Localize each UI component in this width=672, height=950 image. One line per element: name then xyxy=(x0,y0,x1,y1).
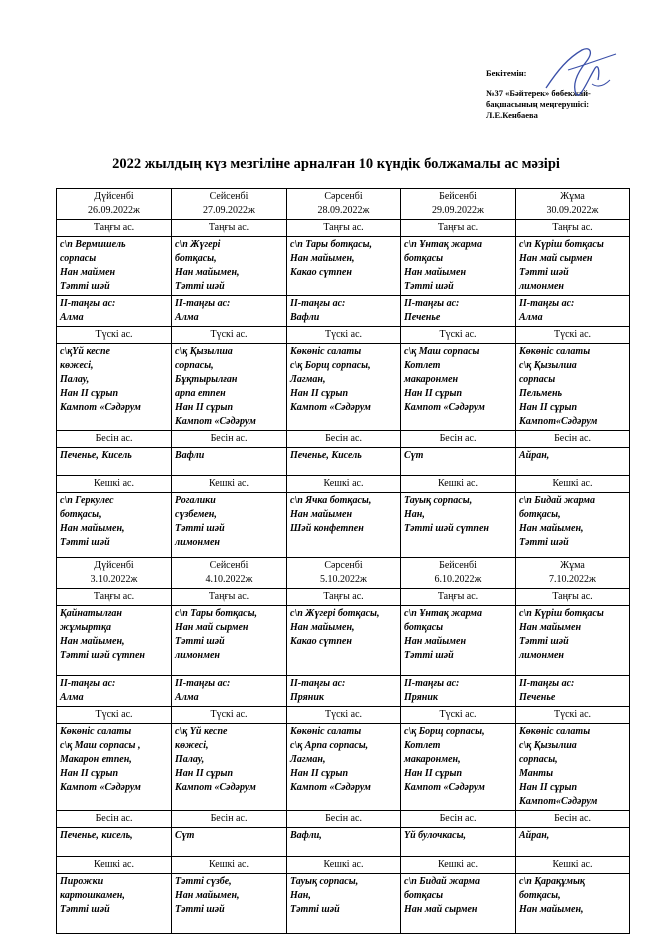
menu-line: Нан ІІ сұрып xyxy=(404,768,463,779)
day-name: Жұма xyxy=(560,560,585,571)
menu-line: Нан майымен xyxy=(404,636,467,647)
day-date: 27.09.2022ж xyxy=(203,205,255,216)
breakfast-label: Таңғы ас. xyxy=(287,220,401,237)
lunch-cell xyxy=(172,724,287,811)
menu-line: Көкөніс салаты xyxy=(290,726,362,737)
menu-line: Котлет xyxy=(404,740,441,751)
menu-line: Нан майымен, xyxy=(519,523,584,534)
menu-line: сорпасы, xyxy=(175,360,214,371)
menu-line: Нан, xyxy=(404,509,425,520)
menu-line: Нан ІІ сұрып xyxy=(60,388,119,399)
dinner-label: Кешкі ас. xyxy=(401,476,516,493)
breakfast-label: Таңғы ас. xyxy=(287,589,401,606)
dinner-label-row xyxy=(57,476,630,493)
menu-line: ботқасы, xyxy=(60,509,102,520)
menu-table xyxy=(56,188,630,934)
menu-line: Кампот «Сәдәрум xyxy=(175,782,256,793)
menu-line: Нан май сырмен xyxy=(404,904,478,915)
day-header-cell xyxy=(57,558,172,589)
menu-line: ботқасы, xyxy=(519,509,561,520)
menu-line: ботқасы xyxy=(404,622,444,633)
dinner-cell xyxy=(287,493,401,558)
day-header-cell xyxy=(516,558,630,589)
day-header-cell xyxy=(401,558,516,589)
day-header-cell xyxy=(401,189,516,220)
breakfast-label: Таңғы ас. xyxy=(172,589,287,606)
dinner-cell xyxy=(516,874,630,934)
second-breakfast-item: Вафли xyxy=(290,312,320,323)
menu-line: с\п Бидай жарма xyxy=(519,495,595,506)
menu-line: Нан май сырмен xyxy=(175,622,249,633)
lunch-label-row xyxy=(57,707,630,724)
page-title: 2022 жылдың күз мезгіліне арналған 10 күндік болжамалы ас мәзірі xyxy=(112,156,560,172)
breakfast-cell xyxy=(516,606,630,676)
breakfast-label: Таңғы ас. xyxy=(516,589,630,606)
second-breakfast-cell xyxy=(516,296,630,327)
day-header-cell xyxy=(516,189,630,220)
menu-line: Нан майымен xyxy=(290,509,353,520)
breakfast-cell xyxy=(401,606,516,676)
breakfast-cell xyxy=(287,237,401,296)
day-name: Сейсенбі xyxy=(209,560,249,571)
second-breakfast-label: ІІ-таңғы ас: xyxy=(175,298,231,309)
menu-line: Тауық сорпасы, xyxy=(290,876,359,887)
second-breakfast-row xyxy=(57,676,630,707)
afternoon-label: Бесін ас. xyxy=(57,811,172,828)
menu-line: лимонмен xyxy=(519,281,564,292)
lunch-cell xyxy=(401,724,516,811)
menu-line: ботқасы xyxy=(404,890,444,901)
lunch-row xyxy=(57,344,630,431)
breakfast-cell xyxy=(172,237,287,296)
lunch-cell xyxy=(287,724,401,811)
lunch-label: Түскі ас. xyxy=(287,327,401,344)
day-header-cell xyxy=(172,558,287,589)
day-header-row xyxy=(57,558,630,589)
day-date: 28.09.2022ж xyxy=(317,205,370,216)
menu-line: Кампот «Сәдәрум xyxy=(404,782,485,793)
menu-line: Нан майымен, xyxy=(175,267,240,278)
menu-line: Нан ІІ сұрып xyxy=(519,782,578,793)
dinner-row xyxy=(57,874,630,934)
second-breakfast-label: ІІ-таңғы ас: xyxy=(519,678,575,689)
menu-line: Тәтті шәй xyxy=(175,904,225,915)
lunch-cell xyxy=(172,344,287,431)
menu-line: Тәтті шәй xyxy=(290,904,340,915)
dinner-label: Кешкі ас. xyxy=(172,857,287,874)
menu-line: ботқасы xyxy=(404,253,444,264)
afternoon-label: Бесін ас. xyxy=(172,431,287,448)
breakfast-row xyxy=(57,606,630,676)
day-name: Сейсенбі xyxy=(209,191,249,202)
menu-line: Нан майымен, xyxy=(60,523,125,534)
menu-line: жұмыртқа xyxy=(60,622,112,633)
second-breakfast-label: ІІ-таңғы ас: xyxy=(175,678,231,689)
afternoon-cell: Печенье, Кисель xyxy=(287,448,401,476)
approval-head-name: Л.Е.Кенбаева xyxy=(486,110,538,120)
lunch-label: Түскі ас. xyxy=(57,327,172,344)
menu-line: Шәй конфетпен xyxy=(290,523,364,534)
day-date: 30.09.2022ж xyxy=(546,205,599,216)
day-date: 7.10.2022ж xyxy=(549,574,596,585)
lunch-cell xyxy=(516,344,630,431)
menu-line: Нан, xyxy=(290,890,311,901)
menu-line: макаронмен, xyxy=(404,754,461,765)
menu-line: Нан ІІ сұрып xyxy=(404,388,463,399)
day-date: 6.10.2022ж xyxy=(434,574,482,585)
breakfast-label: Таңғы ас. xyxy=(401,220,516,237)
day-date: 4.10.2022ж xyxy=(205,574,253,585)
menu-line: Көкөніс салаты xyxy=(60,726,132,737)
afternoon-cell: Айран, xyxy=(516,448,630,476)
menu-line: лимонмен xyxy=(175,650,220,661)
second-breakfast-item: Пряник xyxy=(290,692,324,703)
menu-line: Тәтті шәй xyxy=(60,281,110,292)
menu-line: Нан ІІ сұрып xyxy=(290,388,349,399)
menu-line: с\п Геркулес xyxy=(60,495,114,506)
menu-line: Тәтті шәй xyxy=(519,267,569,278)
menu-line: лимонмен xyxy=(175,537,220,548)
second-breakfast-label: ІІ-таңғы ас: xyxy=(60,678,116,689)
menu-line: Нан ІІ сұрып xyxy=(175,768,234,779)
menu-line: с\қ Борщ сорпасы, xyxy=(404,726,485,737)
day-name: Бейсенбі xyxy=(439,191,477,202)
menu-line: картошкамен, xyxy=(60,890,125,901)
menu-line: с\п Жүгері xyxy=(175,239,221,250)
second-breakfast-cell xyxy=(287,296,401,327)
menu-line: Манты xyxy=(519,768,554,779)
second-breakfast-cell xyxy=(172,296,287,327)
lunch-label: Түскі ас. xyxy=(57,707,172,724)
menu-line: Нан майымен, xyxy=(519,904,584,915)
menu-line: Көкөніс салаты xyxy=(519,726,591,737)
menu-line: Тәтті шәй xyxy=(60,537,110,548)
menu-line: с\п Бидай жарма xyxy=(404,876,480,887)
day-name: Сәрсенбі xyxy=(324,191,363,202)
dinner-row xyxy=(57,493,630,558)
dinner-label: Кешкі ас. xyxy=(57,476,172,493)
menu-line: лимонмен xyxy=(519,650,564,661)
menu-line: Тауық сорпасы, xyxy=(404,495,473,506)
day-header-cell xyxy=(287,558,401,589)
menu-line: Кампот «Сәдәрум xyxy=(175,416,256,427)
menu-line: с\п Ячка ботқасы, xyxy=(290,495,372,506)
menu-line: Кампот«Сәдәрум xyxy=(519,416,598,427)
menu-line: Нан ІІ сұрып xyxy=(290,768,349,779)
day-date: 26.09.2022ж xyxy=(88,205,140,216)
menu-line: Тәтті шәй xyxy=(175,523,225,534)
menu-line: Тәтті шәй сүтпен xyxy=(60,650,145,661)
menu-line: с\қ Маш сорпасы xyxy=(404,346,480,357)
menu-line: Бұқтырылған xyxy=(175,374,238,385)
menu-line: Тәтті сүзбе, xyxy=(175,876,232,887)
dinner-cell xyxy=(401,493,516,558)
menu-line: Кампот «Сәдәрум xyxy=(290,402,371,413)
lunch-label: Түскі ас. xyxy=(172,707,287,724)
lunch-label: Түскі ас. xyxy=(172,327,287,344)
lunch-cell xyxy=(57,724,172,811)
dinner-label-row xyxy=(57,857,630,874)
day-name: Дүйсенбі xyxy=(94,560,134,571)
menu-line: Нан маймен xyxy=(60,267,116,278)
menu-line: Тәтті шәй xyxy=(404,281,454,292)
menu-line: с\п Күріш ботқасы xyxy=(519,239,604,250)
second-breakfast-item: Алма xyxy=(60,312,84,323)
dinner-cell xyxy=(287,874,401,934)
menu-line: с\қ Қызылша xyxy=(519,360,577,371)
day-date: 5.10.2022ж xyxy=(320,574,367,585)
menu-line: Нан ІІ сұрып xyxy=(60,768,119,779)
lunch-label: Түскі ас. xyxy=(516,327,630,344)
menu-line: Тәтті шәй xyxy=(175,636,225,647)
second-breakfast-label: ІІ-таңғы ас: xyxy=(404,298,460,309)
afternoon-label: Бесін ас. xyxy=(516,811,630,828)
menu-line: Макарон етпен, xyxy=(60,754,132,765)
afternoon-cell: Вафли, xyxy=(287,828,401,857)
menu-line: сүзбемен, xyxy=(175,509,217,520)
second-breakfast-label: ІІ-таңғы ас: xyxy=(519,298,575,309)
day-header-cell xyxy=(57,189,172,220)
second-breakfast-item: Пряник xyxy=(404,692,438,703)
menu-line: Какао сүтпен xyxy=(290,636,352,647)
menu-line: Нан ІІ сұрып xyxy=(519,402,578,413)
menu-line: Пельмень xyxy=(519,388,563,399)
menu-line: Лагман, xyxy=(290,754,326,765)
menu-line: Палау, xyxy=(60,374,90,385)
dinner-cell xyxy=(57,874,172,934)
afternoon-label: Бесін ас. xyxy=(172,811,287,828)
menu-line: с\п Вермишель xyxy=(60,239,126,250)
lunch-label-row xyxy=(57,327,630,344)
second-breakfast-cell xyxy=(57,676,172,707)
menu-line: көжесі, xyxy=(175,740,209,751)
dinner-label: Кешкі ас. xyxy=(516,476,630,493)
afternoon-cell: Печенье, кисель, xyxy=(57,828,172,857)
menu-line: Кампот «Сәдәрум xyxy=(60,782,141,793)
approval-label: Бекітемін: xyxy=(486,68,527,78)
menu-line: с\қ Қызылша xyxy=(519,740,577,751)
second-breakfast-cell xyxy=(57,296,172,327)
afternoon-label: Бесін ас. xyxy=(516,431,630,448)
menu-line: с\п Ұнтақ жарма xyxy=(404,608,483,619)
menu-line: Нан ІІ сұрып xyxy=(175,402,234,413)
menu-line: Тәтті шәй xyxy=(60,904,110,915)
second-breakfast-cell xyxy=(516,676,630,707)
breakfast-cell xyxy=(57,237,172,296)
breakfast-label: Таңғы ас. xyxy=(57,220,172,237)
afternoon-cell: Печенье, Кисель xyxy=(57,448,172,476)
second-breakfast-item: Алма xyxy=(175,312,199,323)
approval-org-line1: №37 «Бәйтерек» бөбекжай- xyxy=(486,88,591,98)
menu-line: с\қҮй кеспе xyxy=(60,346,110,357)
signature-icon xyxy=(538,40,624,106)
menu-line: с\п Жүгері ботқасы, xyxy=(290,608,380,619)
menu-line: Пирожки xyxy=(60,876,104,887)
menu-line: көжесі, xyxy=(60,360,94,371)
menu-line: Қайнатылған xyxy=(60,608,122,619)
breakfast-cell xyxy=(287,606,401,676)
menu-line: сорпасы xyxy=(519,374,556,385)
menu-line: Палау, xyxy=(175,754,205,765)
day-name: Дүйсенбі xyxy=(94,191,134,202)
breakfast-label: Таңғы ас. xyxy=(172,220,287,237)
menu-line: Нан май сырмен xyxy=(519,253,593,264)
breakfast-label: Таңғы ас. xyxy=(57,589,172,606)
breakfast-cell xyxy=(401,237,516,296)
dinner-cell xyxy=(516,493,630,558)
menu-line: с\п Тары ботқасы, xyxy=(290,239,373,250)
menu-line: Кампот «Сәдәрум xyxy=(60,402,141,413)
second-breakfast-cell xyxy=(401,676,516,707)
afternoon-label: Бесін ас. xyxy=(287,431,401,448)
menu-line: с\қ Үй кеспе xyxy=(175,726,228,737)
afternoon-label-row xyxy=(57,811,630,828)
menu-line: Нан майымен, xyxy=(60,636,125,647)
day-header-cell xyxy=(172,189,287,220)
breakfast-cell xyxy=(172,606,287,676)
afternoon-row xyxy=(57,448,630,476)
afternoon-label: Бесін ас. xyxy=(287,811,401,828)
menu-line: Нан майымен, xyxy=(290,622,355,633)
menu-line: Нан майымен xyxy=(519,622,582,633)
menu-line: сорпасы xyxy=(60,253,97,264)
menu-line: арпа етпен xyxy=(175,388,226,399)
breakfast-label-row xyxy=(57,589,630,606)
menu-line: Көкөніс салаты xyxy=(290,346,362,357)
lunch-label: Түскі ас. xyxy=(516,707,630,724)
dinner-label: Кешкі ас. xyxy=(516,857,630,874)
breakfast-label: Таңғы ас. xyxy=(401,589,516,606)
dinner-label: Кешкі ас. xyxy=(172,476,287,493)
menu-line: Котлет xyxy=(404,360,441,371)
menu-line: Кампот «Сәдәрум xyxy=(404,402,485,413)
lunch-label: Түскі ас. xyxy=(401,707,516,724)
menu-line: с\қ Қызылша xyxy=(175,346,233,357)
afternoon-label-row xyxy=(57,431,630,448)
afternoon-cell: Сүт xyxy=(401,448,516,476)
lunch-cell xyxy=(287,344,401,431)
dinner-label: Кешкі ас. xyxy=(287,476,401,493)
menu-line: с\қ Борщ сорпасы, xyxy=(290,360,371,371)
day-name: Жұма xyxy=(560,191,585,202)
dinner-label: Кешкі ас. xyxy=(287,857,401,874)
lunch-row xyxy=(57,724,630,811)
menu-line: макаронмен xyxy=(404,374,459,385)
menu-line: Тәтті шәй xyxy=(404,650,454,661)
second-breakfast-cell xyxy=(401,296,516,327)
breakfast-label-row xyxy=(57,220,630,237)
second-breakfast-label: ІІ-таңғы ас: xyxy=(290,678,346,689)
menu-line: ботқасы, xyxy=(175,253,217,264)
lunch-cell xyxy=(57,344,172,431)
day-header-cell xyxy=(287,189,401,220)
afternoon-cell: Айран, xyxy=(516,828,630,857)
lunch-cell xyxy=(516,724,630,811)
dinner-cell xyxy=(172,874,287,934)
afternoon-label: Бесін ас. xyxy=(401,431,516,448)
menu-line: с\п Қарақұмық xyxy=(519,876,585,887)
menu-line: Нан майымен, xyxy=(175,890,240,901)
day-name: Бейсенбі xyxy=(439,560,477,571)
afternoon-label: Бесін ас. xyxy=(57,431,172,448)
day-header-row xyxy=(57,189,630,220)
second-breakfast-label: ІІ-таңғы ас: xyxy=(404,678,460,689)
approval-org-line2: бақшасының меңгерушісі: xyxy=(486,99,590,109)
second-breakfast-row xyxy=(57,296,630,327)
afternoon-cell: Үй булочкасы, xyxy=(401,828,516,857)
menu-line: с\қ Маш сорпасы , xyxy=(60,740,141,751)
menu-line: Көкөніс салаты xyxy=(519,346,591,357)
second-breakfast-cell xyxy=(172,676,287,707)
menu-line: Тәтті шәй xyxy=(519,537,569,548)
second-breakfast-item: Печенье xyxy=(404,312,441,323)
dinner-label: Кешкі ас. xyxy=(401,857,516,874)
day-name: Сәрсенбі xyxy=(324,560,363,571)
second-breakfast-item: Алма xyxy=(519,312,543,323)
dinner-cell xyxy=(57,493,172,558)
day-date: 29.09.2022ж xyxy=(432,205,484,216)
menu-line: с\қ Арпа сорпасы, xyxy=(290,740,369,751)
second-breakfast-item: Алма xyxy=(175,692,199,703)
menu-line: ботқасы, xyxy=(519,890,561,901)
menu-line: Нан майымен xyxy=(404,267,467,278)
menu-line: Кампот «Сәдәрум xyxy=(290,782,371,793)
breakfast-cell xyxy=(516,237,630,296)
breakfast-row xyxy=(57,237,630,296)
afternoon-label: Бесін ас. xyxy=(401,811,516,828)
lunch-label: Түскі ас. xyxy=(401,327,516,344)
menu-line: Рогалики xyxy=(175,495,216,506)
menu-line: Тәтті шәй сүтпен xyxy=(404,523,489,534)
breakfast-label: Таңғы ас. xyxy=(516,220,630,237)
dinner-cell xyxy=(401,874,516,934)
second-breakfast-label: ІІ-таңғы ас: xyxy=(290,298,346,309)
menu-line: сорпасы, xyxy=(519,754,558,765)
menu-line: с\п Тары ботқасы, xyxy=(175,608,258,619)
menu-line: Тәтті шәй xyxy=(519,636,569,647)
breakfast-cell xyxy=(57,606,172,676)
second-breakfast-item: Алма xyxy=(60,692,84,703)
menu-line: Какао сүтпен xyxy=(290,267,352,278)
afternoon-cell: Сүт xyxy=(172,828,287,857)
lunch-cell xyxy=(401,344,516,431)
menu-line: Тәтті шәй xyxy=(175,281,225,292)
dinner-cell xyxy=(172,493,287,558)
dinner-label: Кешкі ас. xyxy=(57,857,172,874)
second-breakfast-cell xyxy=(287,676,401,707)
second-breakfast-item: Печенье xyxy=(519,692,556,703)
menu-line: Нан майымен, xyxy=(290,253,355,264)
second-breakfast-label: ІІ-таңғы ас: xyxy=(60,298,116,309)
afternoon-cell: Вафли xyxy=(172,448,287,476)
menu-line: с\п Күріш ботқасы xyxy=(519,608,604,619)
day-date: 3.10.2022ж xyxy=(90,574,138,585)
menu-line: с\п Ұнтақ жарма xyxy=(404,239,483,250)
menu-line: Лагман, xyxy=(290,374,326,385)
lunch-label: Түскі ас. xyxy=(287,707,401,724)
menu-line: Кампот«Сәдәрум xyxy=(519,796,598,807)
afternoon-row xyxy=(57,828,630,857)
